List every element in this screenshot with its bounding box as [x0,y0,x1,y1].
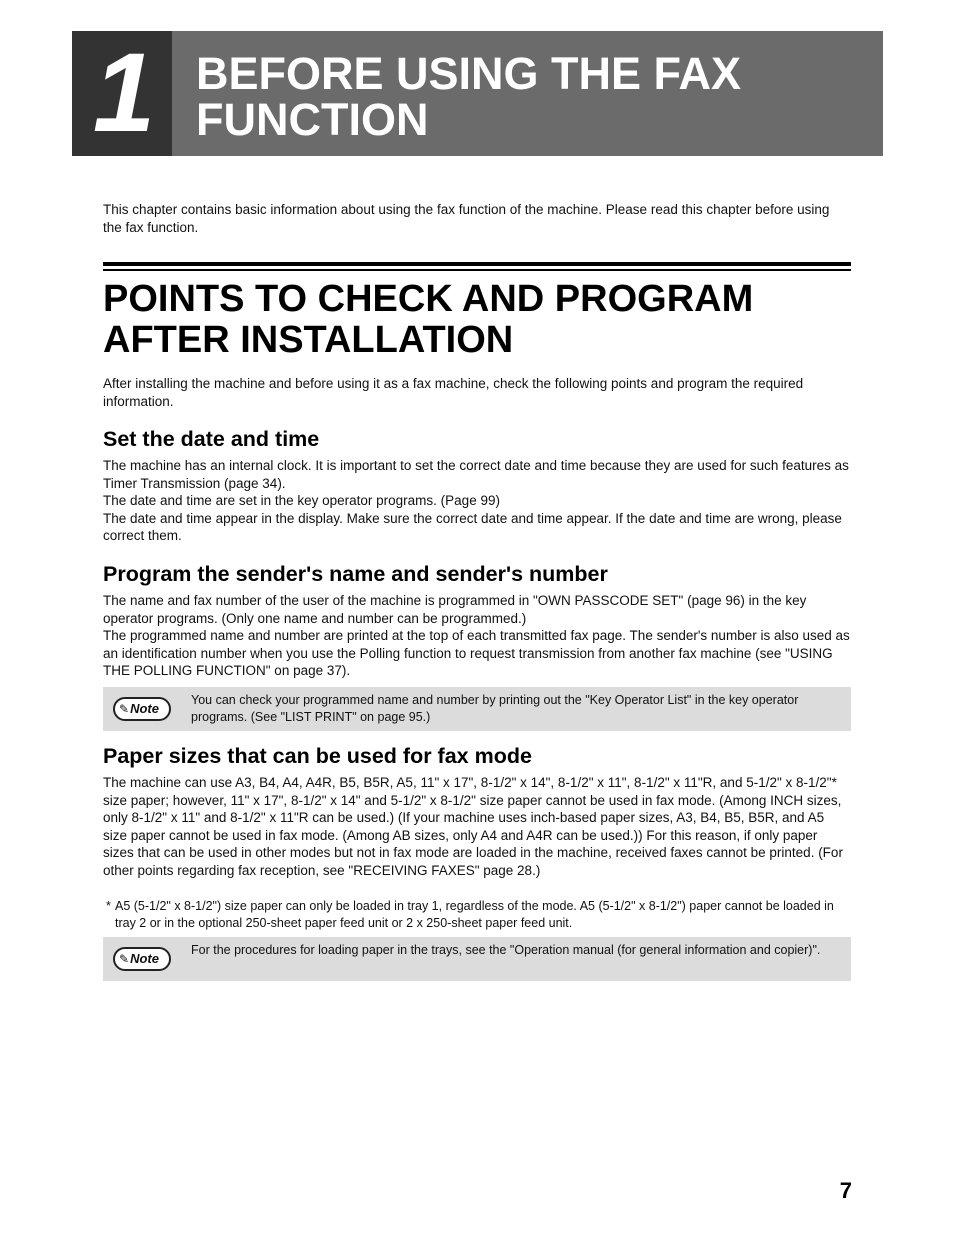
sender-note [103,687,851,731]
paper-note [103,937,851,981]
note-label: Note [130,701,159,716]
pencil-icon: ✎ [119,702,130,716]
section-title: POINTS TO CHECK AND PROGRAM AFTER INSTALLATION [103,278,754,361]
sender-heading: Program the sender's name and sender's number [103,562,608,586]
chapter-number-box [72,31,172,156]
section-rule-thick [103,262,851,266]
sender-note-text: You can check your programmed name and number by printing out the "Key Operator List" in the key operator programs. (See "LIST PRINT" on page 95.) [191,693,799,724]
paper-heading: Paper sizes that can be used for fax mode [103,744,532,768]
date-time-body: The machine has an internal clock. It is important to set the correct date and time because they are used for such features as Timer Transmission (page 34). The date and time are set in the key operator programs. (Page 99) The date and time appear in the display. Make sure the correct date and time appear. If the date and time are wrong, please correct them. [103,458,849,544]
paper-body: The machine can use A3, B4, A4, A4R, B5, B5R, A5, 11" x 17", 8-1/2" x 14", 8-1/2" x 11", 8-1/2" x 11"R, and 5-1/2" x 8-1/2"* size paper; however, 11" x 17", 8-1/2" x 14" and 5-1/2" x 8-1/2" size paper cannot be used in fax mode. (Among INCH sizes, only 8-1/2" x 11" and 8-1/2" x 11"R can be used.) (If your machine uses inch-based paper sizes, A3, B4, B5, B5R, and A5 size paper cannot be used in fax mode. (Among AB sizes, only A4 and A4R can be used.)) For this reason, if only paper sizes that can be used in other modes but not in fax mode are loaded in the machine, received faxes cannot be printed. (For other points regarding fax reception, see "RECEIVING FAXES" page 28.) [103,775,843,878]
chapter-number: 1 [92,30,152,155]
chapter-header [72,31,883,156]
footnote-mark: * [106,899,111,913]
note-icon [113,697,171,721]
page-number: 7 [839,1178,852,1203]
date-time-heading: Set the date and time [103,427,320,451]
footnote-text: A5 (5-1/2" x 8-1/2") size paper can only be loaded in tray 1, regardless of the mode. A5 (5-1/2" x 8-1/2") paper cannot be loaded in tray 2 or in the optional 250-sheet paper feed unit or 2 x 250-sheet paper feed unit. [115,899,834,930]
paper-note-text: For the procedures for loading paper in the trays, see the "Operation manual (for general information and copier)". [191,943,821,957]
sender-body: The name and fax number of the user of the machine is programmed in "OWN PASSCODE SET" (page 96) in the key operator programs. (Only one name and number can be programmed.) The programmed name and number are printed at the top of each transmitted fax page. The sender's number is also used as an identification number when you use the Polling function to request transmission from another fax machine (see "USING THE POLLING FUNCTION" on page 37). [103,593,850,679]
note-label: Note [130,951,159,966]
section-intro: After installing the machine and before using it as a fax machine, check the following points and program the required information. [103,376,804,409]
note-icon [113,947,171,971]
chapter-title: BEFORE USING THE FAX FUNCTION [196,48,742,145]
pencil-icon: ✎ [119,952,130,966]
section-rule-thin [103,269,851,271]
chapter-intro: This chapter contains basic information about using the fax function of the machine. Please read this chapter before using the fax function. [103,202,830,235]
